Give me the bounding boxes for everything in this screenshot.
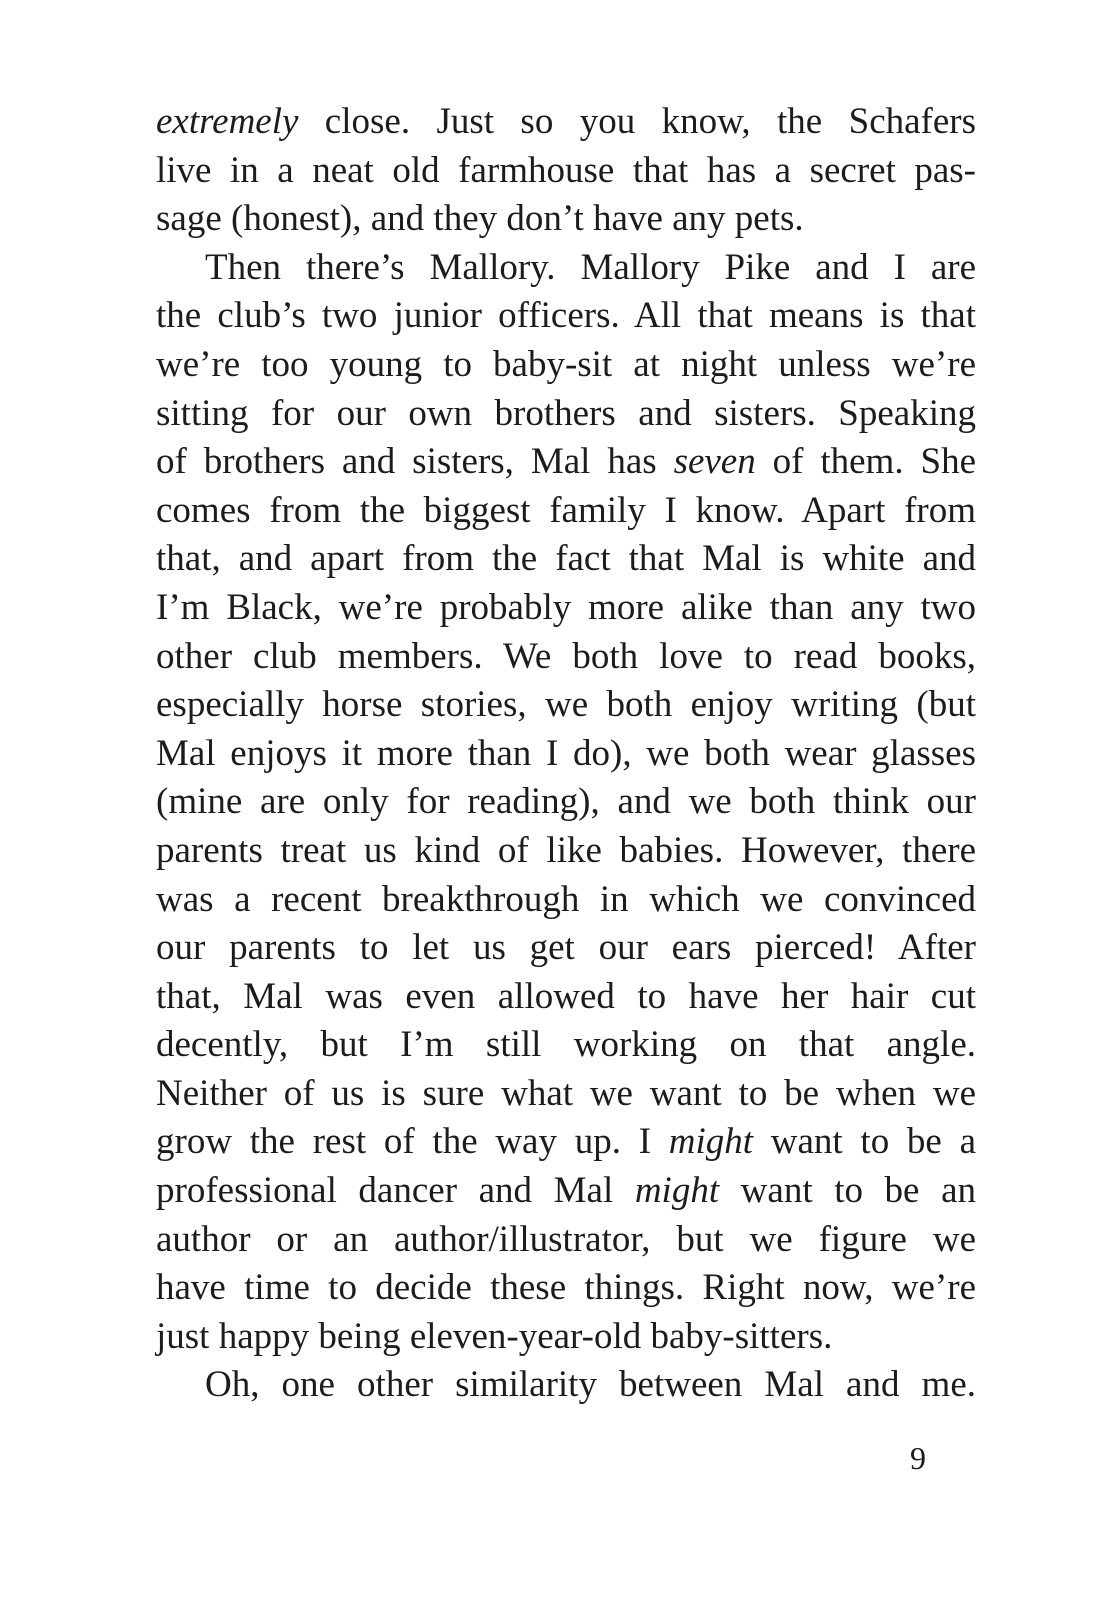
emphasis-text: extremely — [156, 101, 299, 142]
paragraph-start-line: Then there’s Mallory. Mallory Pike and I are — [205, 246, 976, 288]
text-line: professional dancer and Mal might want to be an — [156, 1170, 976, 1212]
page-number: 9 — [910, 1440, 926, 1476]
body-text — [156, 98, 976, 1410]
text-line: just happy being eleven-year-old baby-sitters. — [156, 1315, 833, 1357]
text-line: decently, but I’m still working on that angle. — [156, 1024, 976, 1066]
text-line: grow the rest of the way up. I might want to be a — [156, 1121, 976, 1163]
text-line: author or an author/illustrator, but we figure we — [156, 1218, 976, 1260]
text-line: that, and apart from the fact that Mal is white and — [156, 538, 976, 580]
text-line: Neither of us is sure what we want to be when we — [156, 1072, 976, 1114]
paragraph-start-line: Oh, one other similarity between Mal and me. — [205, 1364, 976, 1406]
text-line: sage (honest), and they don’t have any pets. — [156, 198, 804, 240]
text-line: live in a neat old farmhouse that has a secret pas- — [156, 149, 976, 191]
text-line: of brothers and sisters, Mal has seven of them. She — [156, 441, 976, 483]
text-line: that, Mal was even allowed to have her hair cut — [156, 975, 976, 1017]
text-line: we’re too young to baby-sit at night unless we’re — [156, 343, 976, 385]
text-line: was a recent breakthrough in which we convinced — [156, 878, 976, 920]
text-line: the club’s two junior officers. All that means is that — [156, 295, 976, 337]
text-line: Mal enjoys it more than I do), we both wear glasses — [156, 732, 976, 774]
text-line: I’m Black, we’re probably more alike than any two — [156, 586, 976, 628]
text-line: parents treat us kind of like babies. However, there — [156, 829, 976, 871]
text-line: (mine are only for reading), and we both think our — [156, 781, 976, 823]
text-line: have time to decide these things. Right now, we’re — [156, 1267, 976, 1309]
text-line: especially horse stories, we both enjoy writing (but — [156, 684, 976, 726]
text-line: comes from the biggest family I know. Apart from — [156, 489, 976, 531]
text-line: other club members. We both love to read books, — [156, 635, 976, 677]
text-line: sitting for our own brothers and sisters. Speaking — [156, 392, 976, 434]
text-line: extremely close. Just so you know, the Schafers — [156, 101, 976, 142]
emphasis-text: might — [634, 1170, 720, 1212]
emphasis-text: might — [668, 1121, 754, 1163]
emphasis-text: seven — [673, 441, 756, 483]
text-line: our parents to let us get our ears pierced! After — [156, 927, 976, 969]
